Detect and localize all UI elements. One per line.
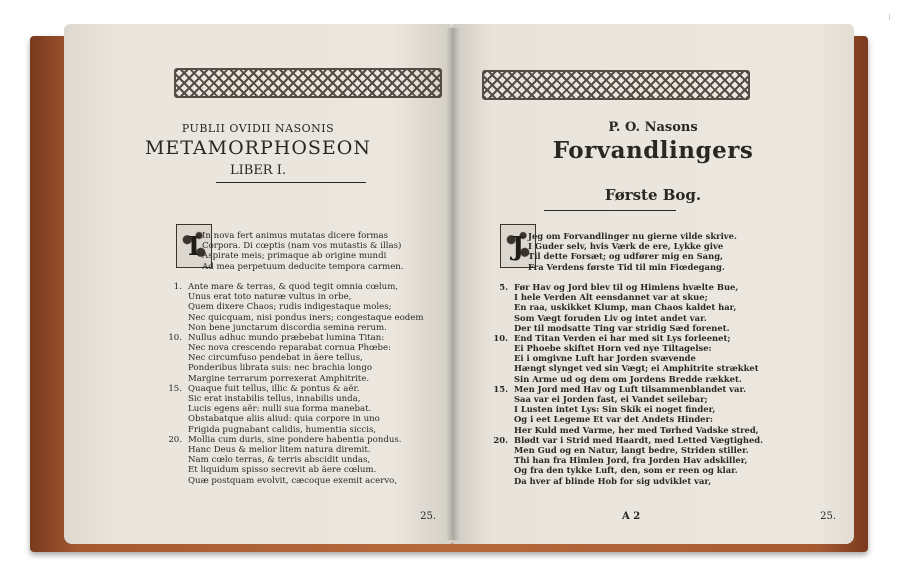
- verse-line-text: Før Hav og Jord blev til og Himlens hvælte Bue,: [514, 281, 739, 292]
- verse-line-text: I Guder selv, hvis Værk de ere, Lykke give: [528, 241, 724, 252]
- right-book-label: Første Bog.: [604, 186, 702, 204]
- verse-line-text: Hanc Deus & melior litem natura diremit.: [188, 444, 371, 455]
- verse-line-text: Sic erat instabilis tellus, innabilis unda,: [188, 394, 361, 404]
- verse-line-text: Nec quicquam, nisi pondus iners; congestaque eodem: [188, 312, 424, 323]
- verse-line-number: 15.: [168, 383, 182, 394]
- right-signature-mark: A 2: [622, 511, 641, 522]
- verse-line-text: I hele Verden Alt eensdannet var at skue;: [514, 292, 708, 303]
- verse-line-text: Unus erat toto naturæ vultus in orbe,: [188, 292, 352, 303]
- verse-line-text: Mollia cum duris, sine pondere habentia pondus.: [188, 434, 402, 445]
- verse-line-text: Ad mea perpetuum deducite tempora carmen.: [202, 261, 404, 272]
- verse-line-text: Ante mare & terras, & quod tegit omnia cœlum,: [188, 281, 399, 292]
- verse-line-text: En raa, uskikket Klump, man Chaos kaldet har,: [514, 302, 737, 313]
- verse-line-text: In nova fert animus mutatas dicere formas: [202, 231, 389, 241]
- verse-line-text: Thi han fra Himlen Jord, fra Jorden Hav adskiller,: [514, 455, 748, 466]
- verse-line-text: Sin Arme ud og dem om Jordens Bredde rækket.: [514, 373, 742, 384]
- left-title-rule: [216, 182, 366, 183]
- verse-line-text: Quæ postquam evolvit, cæcoque exemit acervo,: [188, 475, 398, 486]
- verse-line-text: Og fra den tykke Luft, den, som er reen og klar.: [514, 465, 738, 476]
- verse-line-text: Da hver af blinde Hob for sig udviklet var,: [514, 475, 712, 486]
- verse-line-text: Fra Verdens første Tid til min Fiœdegang.: [528, 261, 725, 272]
- verse-line-text: Corpora. Di cœptis (nam vos mutastis & illas): [202, 241, 402, 252]
- verse-line-text: Quem dixere Chaos; rudis indigestaque moles;: [188, 302, 392, 313]
- right-title-rule: [544, 210, 676, 211]
- left-page: [64, 24, 452, 544]
- verse-line-text: Nec nova crescendo reparabat cornua Phœbe:: [188, 343, 392, 354]
- verse-line-text: Nec circumfuso pendebat in äere tellus,: [188, 353, 363, 364]
- verse-line-text: Ei i omgivne Luft har Jorden svævende: [514, 353, 696, 364]
- verse-line-text: Hængt slynget ved sin Vægt; ei Amphitrite strækket: [514, 363, 759, 374]
- verse-line-text: Quaque fuit tellus, illic & pontus & aër.: [188, 383, 360, 394]
- verse-line-number: 10.: [493, 332, 508, 343]
- verse-line-text: Jeg om Forvandlinger nu gierne vilde skrive.: [528, 231, 737, 241]
- verse-line-text: Frigida pugnabant calidis, humentia siccis,: [188, 424, 377, 435]
- verse-line-text: Men Gud og en Natur, langt bedre, Striden stiller.: [514, 444, 749, 455]
- right-title: Forvandlingers: [552, 137, 754, 164]
- right-author: P. O. Nasons: [608, 120, 698, 135]
- verse-line-number: 1.: [173, 281, 182, 292]
- verse-line-text: Som Vægt foruden Liv og intet andet var.: [514, 312, 707, 323]
- left-author: PUBLII OVIDII NASONIS: [181, 122, 335, 135]
- verse-line-number: 20.: [493, 434, 508, 445]
- verse-line-text: Blødt var i Strid med Haardt, med Letted Vægtighed.: [514, 434, 764, 445]
- verse-line-text: Nam cœlo terras, & terris abscidit undas,: [188, 455, 371, 466]
- verse-line-text: End Titan Verden ei har med sit Lys forleenet;: [514, 332, 731, 343]
- verse-line-number: 20.: [168, 434, 182, 445]
- verse-line-text: I Lusten intet Lys: Sin Skik ei noget finder,: [514, 404, 716, 415]
- left-book-label: LIBER I.: [230, 163, 286, 178]
- verse-line-text: Ei Phoebe skiftet Horn ved nye Tiltagelse:: [514, 343, 712, 354]
- verse-line-text: Saa var ei Jorden fast, ei Vandet seilebar;: [514, 394, 708, 404]
- verse-line-text: Men Jord med Hav og Luft tilsammenblandet var.: [514, 383, 747, 394]
- verse-line-text: Lucis egens aër: nulli sua forma manebat.: [188, 404, 372, 415]
- corner-tick: [889, 14, 890, 20]
- verse-line-text: Her Kuld med Varme, her med Tørhed Vadske stred,: [514, 424, 759, 435]
- verse-line-text: Margine terrarum porrexerat Amphitrite.: [188, 373, 370, 384]
- left-title: METAMORPHOSEON: [144, 137, 372, 159]
- verse-line-text: Og i eet Legeme Et var det Andets Hinder:: [514, 414, 714, 425]
- verse-line-text: Aspirate meis; primaque ab origine mundi: [202, 251, 387, 262]
- right-page: [452, 24, 854, 544]
- left-page-number: 25.: [420, 511, 436, 522]
- verse-line-number: 5.: [499, 281, 508, 292]
- verse-line-number: 10.: [168, 332, 182, 343]
- headpiece-ornament-right: [482, 70, 750, 100]
- verse-line-text: Ponderibus librata suis: nec brachia longo: [188, 363, 373, 374]
- right-decorated-initial: J: [500, 224, 536, 268]
- verse-line-text: Et liquidum spisso secrevit ab äere cœlum.: [188, 465, 377, 476]
- headpiece-ornament-left: [174, 68, 442, 98]
- verse-line-text: Der til modsatte Ting var stridig Sæd forenet.: [514, 322, 730, 333]
- verse-line-text: Nullus adhuc mundo præbebat lumina Titan:: [188, 332, 385, 343]
- right-page-number: 25.: [820, 511, 836, 522]
- left-decorated-initial: I: [176, 224, 212, 268]
- verse-line-text: Non bene junctarum discordia semina rerum.: [188, 322, 387, 333]
- verse-line-number: 15.: [493, 383, 508, 394]
- verse-line-text: Til dette Forsæt; og udfører mig en Sang,: [528, 251, 723, 262]
- verse-line-text: Obstabatque aliis aliud: quia corpore in uno: [188, 414, 380, 425]
